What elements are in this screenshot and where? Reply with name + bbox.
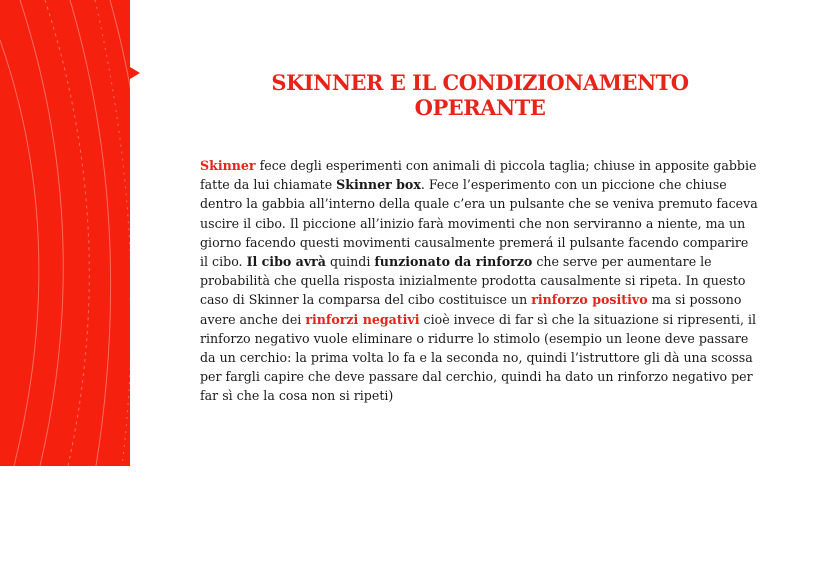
term-funzionato-da-rinforzo: funzionato da rinforzo	[374, 254, 533, 270]
term-rinforzi-negativi: rinforzi negativi	[305, 311, 420, 327]
term-cibo-avra: Il cibo avrà	[246, 254, 326, 270]
text-segment: che serve per aumentare le probabilità che quella risposta inizialmente prodotta causalmente si ripeta. In questo caso di Skinner la comparsa del cibo costituisce un	[200, 254, 746, 308]
text-segment: quindi	[325, 254, 375, 270]
term-rinforzo-positivo: rinforzo positivo	[531, 292, 648, 308]
slide-title	[230, 70, 730, 120]
decorative-arcs-icon	[0, 0, 130, 466]
decorative-red-panel	[0, 0, 130, 466]
term-skinner: Skinner	[200, 158, 256, 173]
term-skinner-box: Skinner box	[336, 177, 421, 193]
text-segment: ma si possono avere anche dei	[200, 292, 742, 327]
body-paragraph	[200, 156, 760, 406]
text-segment: cioè invece di far sì che la situazione si ripresenti, il rinforzo negativo vuole eliminare o ridurre lo stimolo (esempio un leone deve passare da un cerchio: la prima volta lo fa e la seconda no, quindi l’istruttore gli dà una scossa per fargli capire che deve passare dal cerchio, quindi ha dato un rinforzo negativo per far sì che la cosa non si ripeti)	[200, 311, 757, 404]
text-segment: . Fece l’esperimento con un piccione che chiuse dentro la gabbia all’interno della quale c’era un pulsante che se veniva premuto faceva uscire il cibo. Il piccione all’inizio farà movimenti che non serviranno a niente, ma un giorno facendo questi movimenti causalmente premerá il pulsante facendo comparire il cibo.	[200, 177, 758, 270]
title-line-2: OPERANTE	[414, 95, 546, 120]
panel-pointer	[130, 67, 140, 79]
title-line-1: SKINNER E IL CONDIZIONAMENTO	[271, 70, 689, 95]
text-segment: fece degli esperimenti con animali di piccola taglia; chiuse in apposite gabbie fatte da lui chiamate	[200, 158, 757, 193]
